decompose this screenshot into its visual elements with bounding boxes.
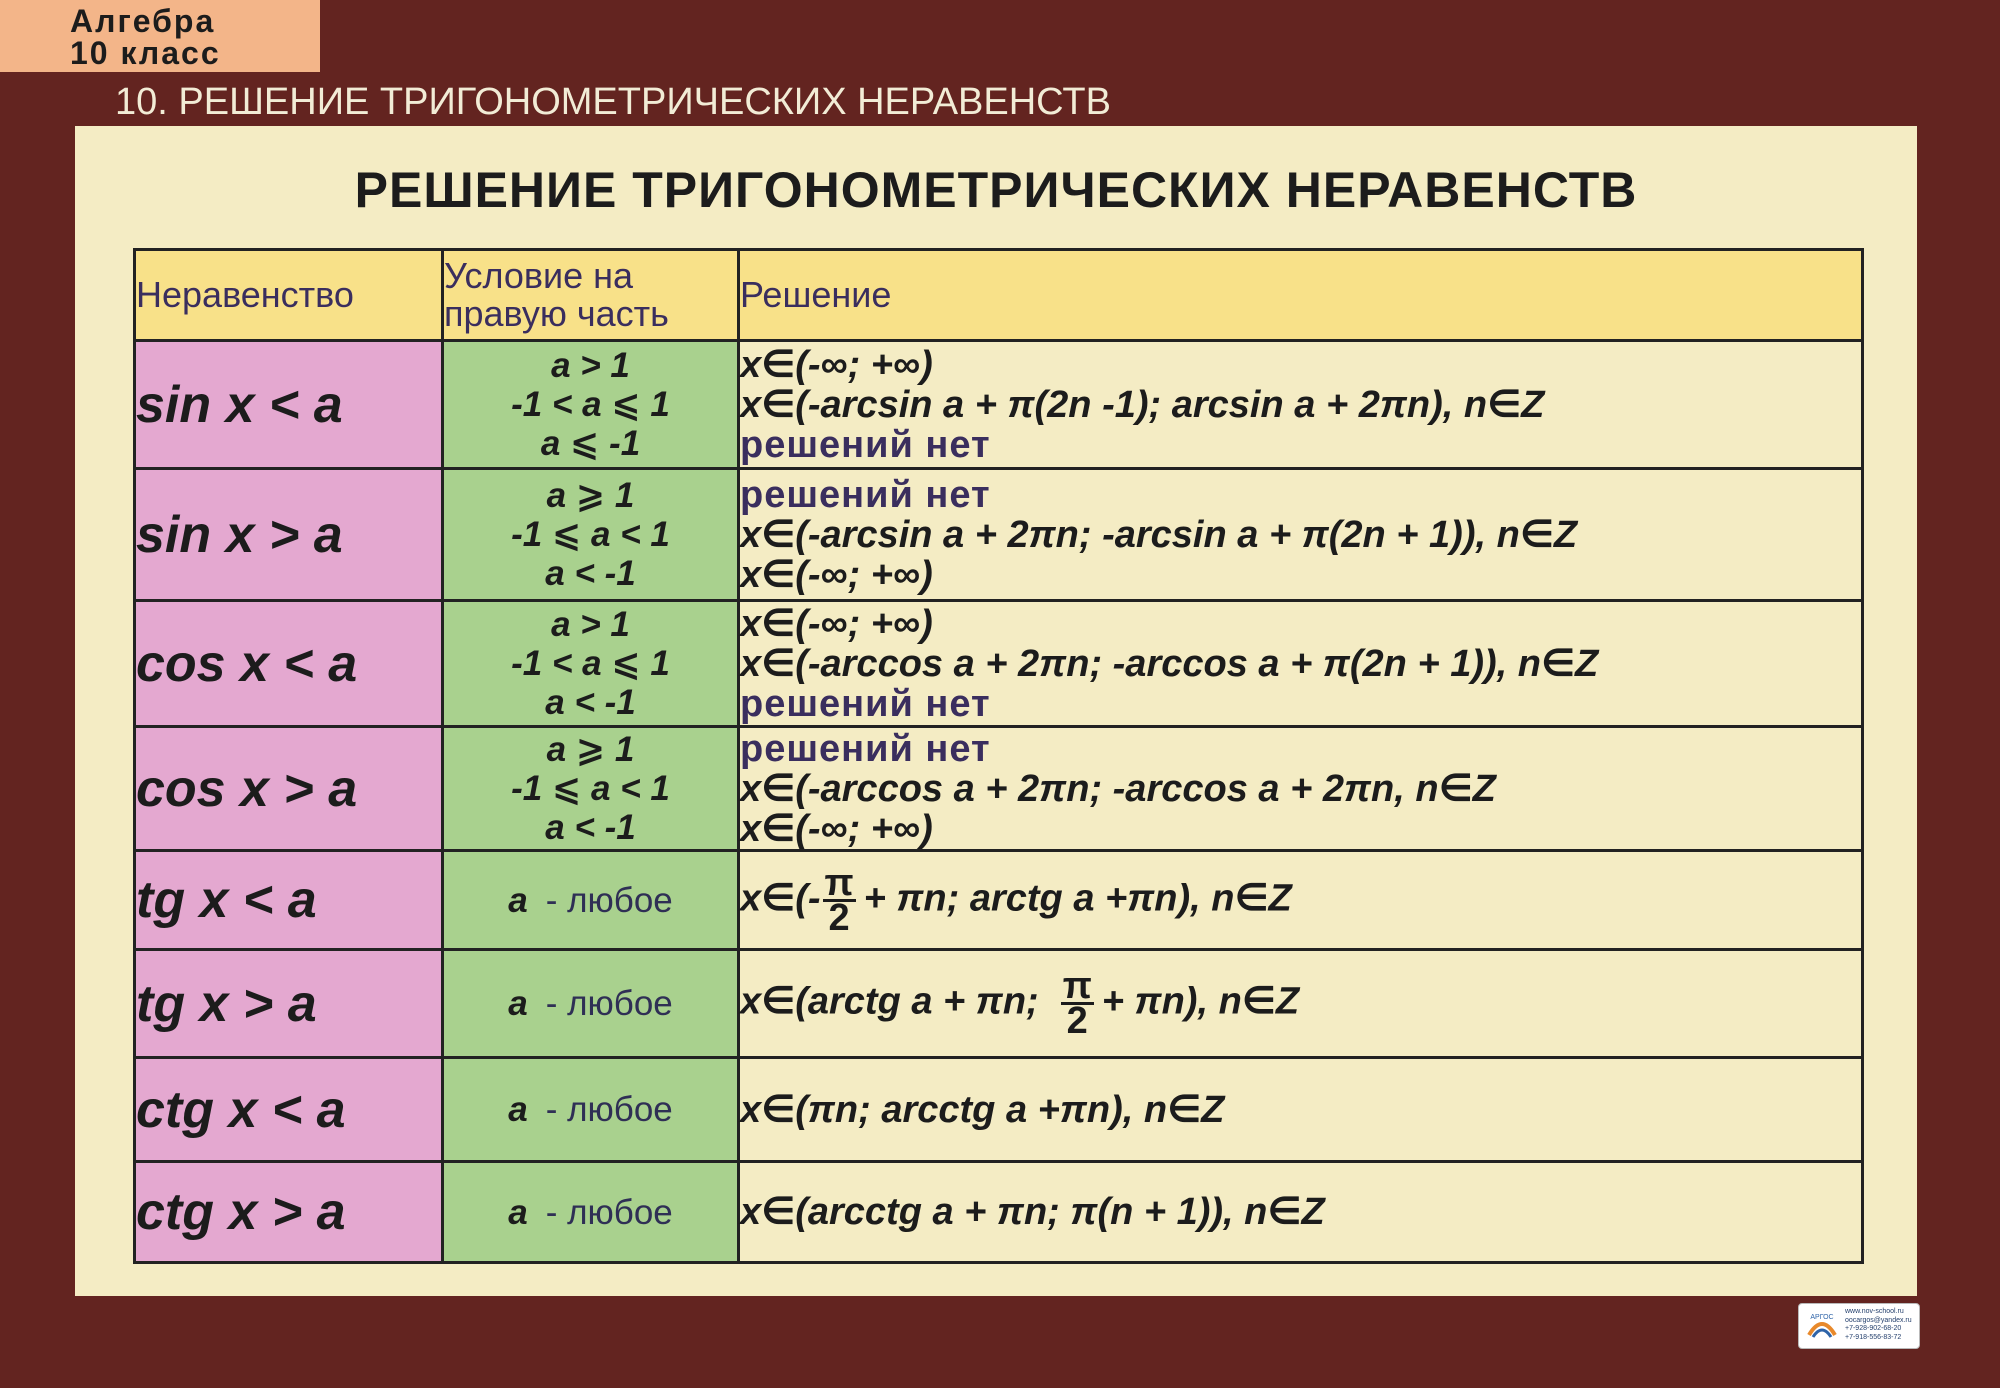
header-condition-line1: Условие на xyxy=(444,255,634,296)
condition-cell xyxy=(443,727,739,851)
condition-any xyxy=(508,984,673,1023)
condition-line: a > 1 xyxy=(551,605,630,644)
condition-line: a < -1 xyxy=(545,808,636,847)
condition-cell xyxy=(443,341,739,469)
condition-any-text: - любое xyxy=(545,984,673,1023)
table-row xyxy=(135,601,1863,727)
solution-cell xyxy=(739,1058,1863,1162)
header-inequality: Неравенство xyxy=(135,250,443,341)
publisher-site: www.nov-school.ru xyxy=(1845,1308,1904,1315)
condition-line: a > 1 xyxy=(551,346,630,385)
fraction-denominator: 2 xyxy=(828,896,850,939)
condition-line: a < -1 xyxy=(545,683,636,722)
inequality-cell: sin x > a xyxy=(135,469,443,601)
condition-cell xyxy=(443,469,739,601)
solution-line: x∈(-∞; +∞) xyxy=(740,602,933,645)
solution-line: x∈(-arcsin a + 2πn; -arcsin a + π(2n + 1)), n∈Z xyxy=(740,513,1578,556)
publisher-logo xyxy=(1798,1303,1920,1349)
header-condition xyxy=(443,250,739,341)
publisher-email: oocargos@yandex.ru xyxy=(1845,1316,1912,1324)
solution-cell xyxy=(739,341,1863,469)
header-condition-line2: правую часть xyxy=(444,293,669,334)
no-solution-text: решений нет xyxy=(740,423,991,466)
solution-line: x∈(-∞; +∞) xyxy=(740,807,933,850)
publisher-contacts xyxy=(1845,1308,1912,1342)
solution-post: + πn), n∈Z xyxy=(1101,980,1300,1023)
inequality-cell: cos x > a xyxy=(135,727,443,851)
no-solution-text: решений нет xyxy=(740,727,991,770)
solution-line: x∈(-arccos a + 2πn; -arccos a + π(2n + 1)), n∈Z xyxy=(740,642,1599,685)
condition-var: a xyxy=(508,880,528,920)
condition-any-text: - любое xyxy=(545,1090,673,1129)
condition-cell xyxy=(443,1058,739,1162)
solution-cell xyxy=(739,1162,1863,1263)
solution-cell xyxy=(739,950,1863,1058)
no-solution-text: решений нет xyxy=(740,473,991,516)
condition-line: a ⩾ 1 xyxy=(546,730,635,769)
condition-line: -1 ⩽ a < 1 xyxy=(511,769,670,808)
condition-any xyxy=(508,1090,673,1129)
solution-cell xyxy=(739,601,1863,727)
table-row xyxy=(135,1162,1863,1263)
solution-line xyxy=(740,965,1861,1042)
poster-title: РЕШЕНИЕ ТРИГОНОМЕТРИЧЕСКИХ НЕРАВЕНСТВ xyxy=(354,162,1638,218)
condition-any xyxy=(508,1193,673,1232)
solution-cell xyxy=(739,851,1863,950)
condition-line: -1 ⩽ a < 1 xyxy=(511,515,670,554)
header-solution: Решение xyxy=(739,250,1863,341)
table-row xyxy=(135,851,1863,950)
solution-line: x∈(-∞; +∞) xyxy=(740,343,933,386)
condition-var: a xyxy=(508,984,528,1023)
fraction-denominator: 2 xyxy=(1066,1000,1088,1042)
condition-line: -1 < a ⩽ 1 xyxy=(511,385,670,424)
condition-cell xyxy=(443,1162,739,1263)
inequalities-table xyxy=(133,248,1864,1264)
publisher-logo-icon xyxy=(1805,1309,1839,1343)
fraction xyxy=(1061,965,1094,1042)
solution-line: x∈(πn; arcctg a +πn), n∈Z xyxy=(740,1088,1225,1131)
table-header-row xyxy=(135,250,1863,341)
condition-var: a xyxy=(508,1192,528,1232)
solution-cell xyxy=(739,727,1863,851)
table-row xyxy=(135,727,1863,851)
inequality-cell: tg x < a xyxy=(135,851,443,950)
inequality-cell: tg x > a xyxy=(135,950,443,1058)
fraction-numerator: π xyxy=(824,861,854,904)
condition-line: a ⩽ -1 xyxy=(540,424,641,463)
condition-var: a xyxy=(508,1090,528,1129)
fraction-numerator: π xyxy=(1062,965,1092,1007)
solution-line: x∈(-arccos a + 2πn; -arccos a + 2πn, n∈Z xyxy=(740,767,1496,810)
publisher-name: АРГОС xyxy=(1810,1314,1834,1321)
fraction xyxy=(823,861,856,939)
grade-label: 10 класс xyxy=(70,35,221,71)
solution-pre: x∈(- xyxy=(740,877,821,920)
solution-cell xyxy=(739,469,1863,601)
lesson-title: 10. РЕШЕНИЕ ТРИГОНОМЕТРИЧЕСКИХ НЕРАВЕНСТВ xyxy=(115,81,1111,123)
condition-cell xyxy=(443,601,739,727)
publisher-phone: +7-918-556-83-72 xyxy=(1845,1333,1902,1341)
solution-post: + πn; arctg a +πn), n∈Z xyxy=(863,877,1292,920)
inequality-cell: cos x < a xyxy=(135,601,443,727)
inequality-cell: sin x < a xyxy=(135,341,443,469)
table-row xyxy=(135,1058,1863,1162)
table-row xyxy=(135,950,1863,1058)
poster-panel xyxy=(75,126,1917,1296)
condition-any-text: - любое xyxy=(545,1192,673,1232)
condition-cell xyxy=(443,851,739,950)
solution-line: x∈(-arcsin a + π(2n -1); arcsin a + 2πn), n∈Z xyxy=(740,383,1545,426)
no-solution-text: решений нет xyxy=(740,682,991,725)
condition-any-text: - любое xyxy=(545,880,673,920)
condition-any xyxy=(508,881,673,920)
solution-line xyxy=(740,861,1861,939)
condition-line: a ⩾ 1 xyxy=(546,476,635,515)
table-row xyxy=(135,469,1863,601)
inequality-cell: ctg x < a xyxy=(135,1058,443,1162)
table-row xyxy=(135,341,1863,469)
solution-line: x∈(-∞; +∞) xyxy=(740,553,933,596)
publisher-phone: +7-928-902-68-20 xyxy=(1845,1325,1902,1332)
condition-line: -1 < a ⩽ 1 xyxy=(511,644,670,683)
solution-pre: x∈(arctg a + πn; xyxy=(740,980,1039,1023)
inequality-cell: ctg x > a xyxy=(135,1162,443,1263)
condition-cell xyxy=(443,950,739,1058)
subject-label: Алгебра xyxy=(70,3,216,39)
condition-line: a < -1 xyxy=(545,554,636,593)
subject-tag xyxy=(0,0,320,72)
solution-line: x∈(arcctg a + πn; π(n + 1)), n∈Z xyxy=(740,1191,1325,1233)
